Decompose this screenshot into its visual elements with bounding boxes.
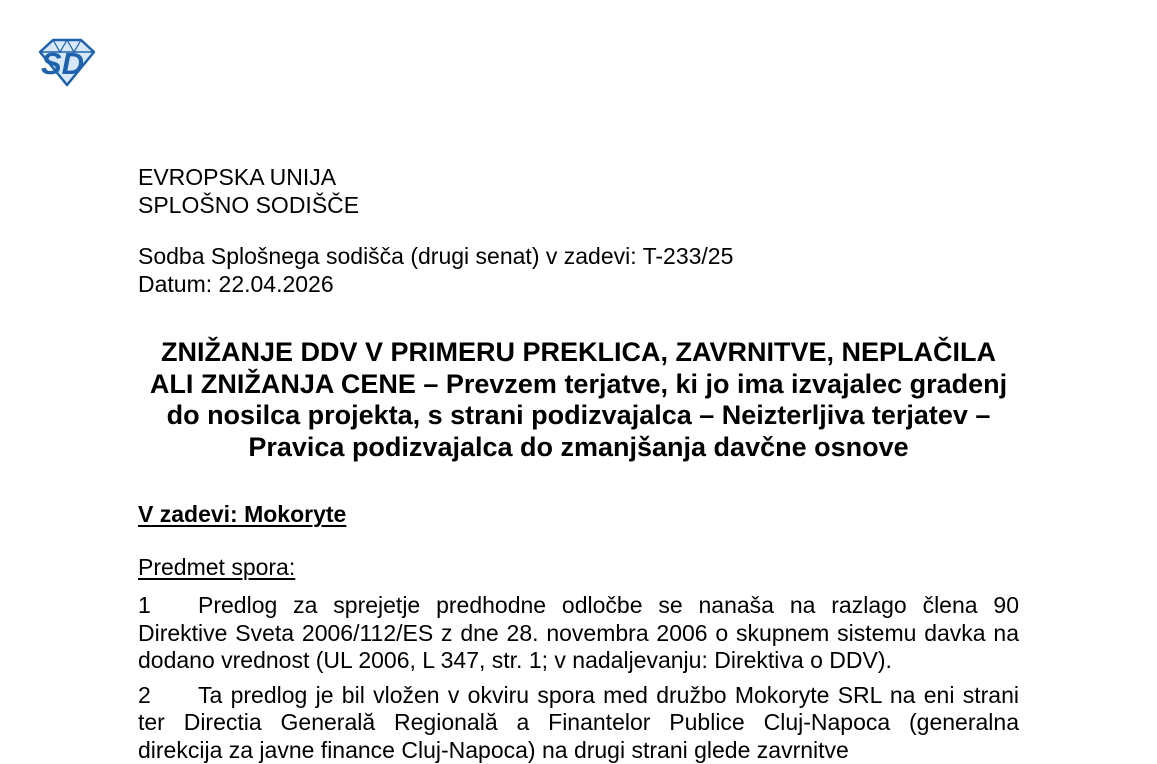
paragraph-2-line-3-clipped: direkcija za javne finance Cluj-Napoca) na drugi strani glede zavrnitve	[138, 737, 1019, 764]
logo-letters: SD	[41, 46, 84, 81]
title-line-4: Pravica podizvajalca do zmanjšanja davčne osnove	[138, 432, 1019, 464]
sd-court-logo-icon	[33, 36, 101, 88]
paragraph-2-number: 2	[138, 682, 151, 710]
paragraph-1-line-1: Predlog za sprejetje predhodne odločbe se nanaša na razlago člena 90	[198, 592, 1019, 620]
judgment-reference-line: Sodba Splošnega sodišča (drugi senat) v zadevi: T-233/25	[138, 243, 1019, 271]
case-name-text: V zadevi: Mokoryte	[138, 501, 346, 527]
institution-line-court: SPLOŠNO SODIŠČE	[138, 192, 1019, 220]
paragraph-2-line-2: ter Directia Generală Regională a Finantelor Publice Cluj-Napoca (generalna	[138, 709, 1019, 737]
section-heading	[138, 554, 1019, 582]
gem-shield-icon	[33, 36, 101, 88]
paragraph-1-number: 1	[138, 592, 151, 620]
paragraph-1-line-2: Direktive Sveta 2006/112/ES z dne 28. novembra 2006 o skupnem sistemu davka na	[138, 620, 1019, 648]
paragraph-2-line-1: Ta predlog je bil vložen v okviru spora med družbo Mokoryte SRL na eni strani	[198, 682, 1019, 710]
paragraph-1-line-3: dodano vrednost (UL 2006, L 347, str. 1; v nadaljevanju: Direktiva o DDV).	[138, 647, 1019, 675]
title-line-1: ZNIŽANJE DDV V PRIMERU PREKLICA, ZAVRNITVE, NEPLAČILA	[138, 337, 1019, 369]
document-title	[138, 337, 1019, 463]
case-name-heading	[138, 501, 1019, 529]
date-line: Datum: 22.04.2026	[138, 271, 1019, 299]
title-line-3: do nosilca projekta, s strani podizvajalca – Neizterljiva terjatev –	[138, 400, 1019, 432]
institution-header	[138, 164, 1019, 219]
document-content	[138, 164, 1019, 764]
institution-line-eu: EVROPSKA UNIJA	[138, 164, 1019, 192]
section-heading-text: Predmet spora:	[138, 554, 295, 580]
paragraph-1	[138, 592, 1019, 675]
case-info	[138, 243, 1019, 298]
paragraph-2	[138, 682, 1019, 764]
title-line-2: ALI ZNIŽANJA CENE – Prevzem terjatve, ki jo ima izvajalec gradenj	[138, 369, 1019, 401]
